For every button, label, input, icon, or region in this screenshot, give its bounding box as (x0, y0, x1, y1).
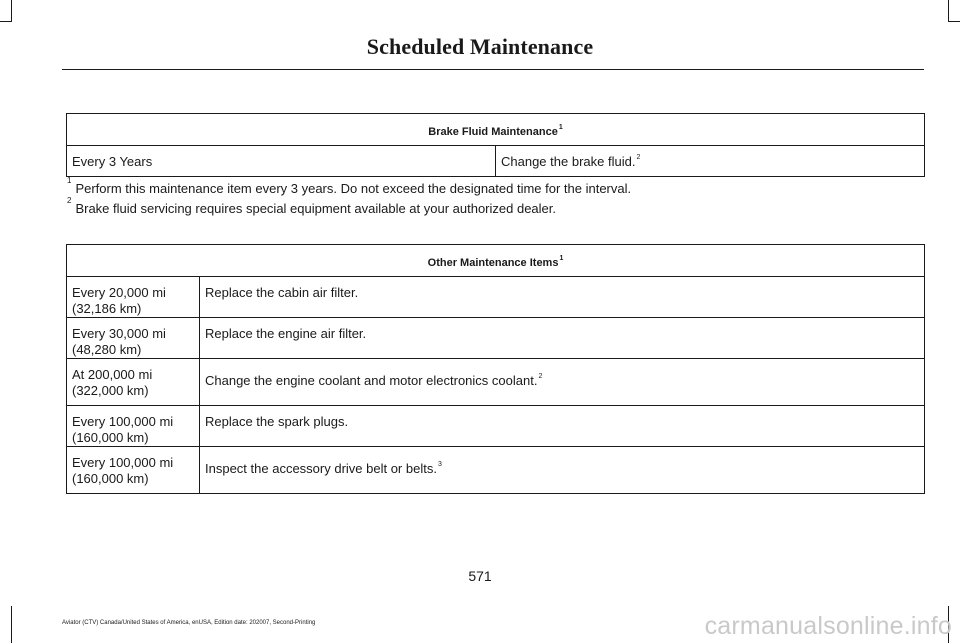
page-title: Scheduled Maintenance (366, 34, 594, 59)
table-row (67, 406, 925, 447)
watermark: carmanualsonline.info (704, 612, 952, 640)
crop-mark (11, 0, 12, 22)
interval-miles: Every 20,000 mi (72, 285, 166, 300)
table-header-row (67, 114, 925, 146)
action-text: Replace the engine air filter. (205, 326, 367, 341)
interval-km: (322,000 km) (72, 383, 149, 398)
table-row (67, 277, 925, 318)
interval-cell (67, 359, 200, 406)
action-cell (200, 447, 925, 494)
table-title-text: Brake Fluid Maintenance (428, 126, 558, 138)
other-maintenance-table (66, 244, 925, 494)
footnote-text: Brake fluid servicing requires special equipment available at your authorized dealer. (75, 201, 557, 216)
table-row (67, 146, 925, 177)
interval-miles: Every 100,000 mi (72, 414, 174, 429)
footnote (66, 176, 632, 196)
action-text: Change the engine coolant and motor electronics coolant. (205, 373, 538, 388)
action-cell (200, 359, 925, 406)
action-cell (200, 277, 925, 318)
footnote-mark: 2 (67, 196, 72, 205)
header-divider (62, 69, 924, 70)
action-cell (200, 318, 925, 359)
action-text: Inspect the accessory drive belt or belts. (205, 461, 437, 476)
table-header-row (67, 245, 925, 277)
brake-fluid-table (66, 113, 925, 177)
interval-cell (67, 318, 200, 359)
interval-miles: Every 30,000 mi (72, 326, 166, 341)
footnote (66, 196, 557, 216)
table-row (67, 447, 925, 494)
interval-cell (67, 277, 200, 318)
footnote-ref: 1 (559, 255, 564, 262)
edition-footer: Aviator (CTV) Canada/United States of America, enUSA, Edition date: 202007, Second-Printing (62, 620, 316, 626)
interval-cell (67, 447, 200, 494)
crop-mark (949, 21, 960, 22)
footnote-ref: 2 (538, 373, 543, 380)
interval-km: (160,000 km) (72, 471, 149, 486)
interval-miles: Every 100,000 mi (72, 455, 174, 470)
action-text: Replace the spark plugs. (205, 414, 349, 429)
page-number: 571 (468, 568, 492, 584)
interval-km: (160,000 km) (72, 430, 149, 445)
table-title (67, 114, 925, 146)
crop-mark (0, 21, 11, 22)
interval-cell (67, 406, 200, 447)
crop-mark (948, 0, 949, 22)
interval-km: (48,280 km) (72, 342, 142, 357)
table-title-text: Other Maintenance Items (427, 257, 559, 269)
table-title (67, 245, 925, 277)
action-cell (200, 406, 925, 447)
footnote-ref: 1 (558, 124, 563, 131)
interval-cell: Every 3 Years (67, 146, 496, 177)
action-text: Change the brake fluid. (501, 154, 636, 169)
footnote-mark: 1 (67, 176, 72, 185)
table-row (67, 318, 925, 359)
footnote-ref: 3 (437, 461, 442, 468)
interval-km: (32,186 km) (72, 301, 142, 316)
action-text: Replace the cabin air filter. (205, 285, 359, 300)
footnote-text: Perform this maintenance item every 3 years. Do not exceed the designated time for the interval. (75, 181, 632, 196)
interval-miles: At 200,000 mi (72, 367, 153, 382)
footnote-ref: 2 (636, 154, 641, 161)
action-cell (496, 146, 925, 177)
crop-mark (11, 606, 12, 643)
table-row (67, 359, 925, 406)
